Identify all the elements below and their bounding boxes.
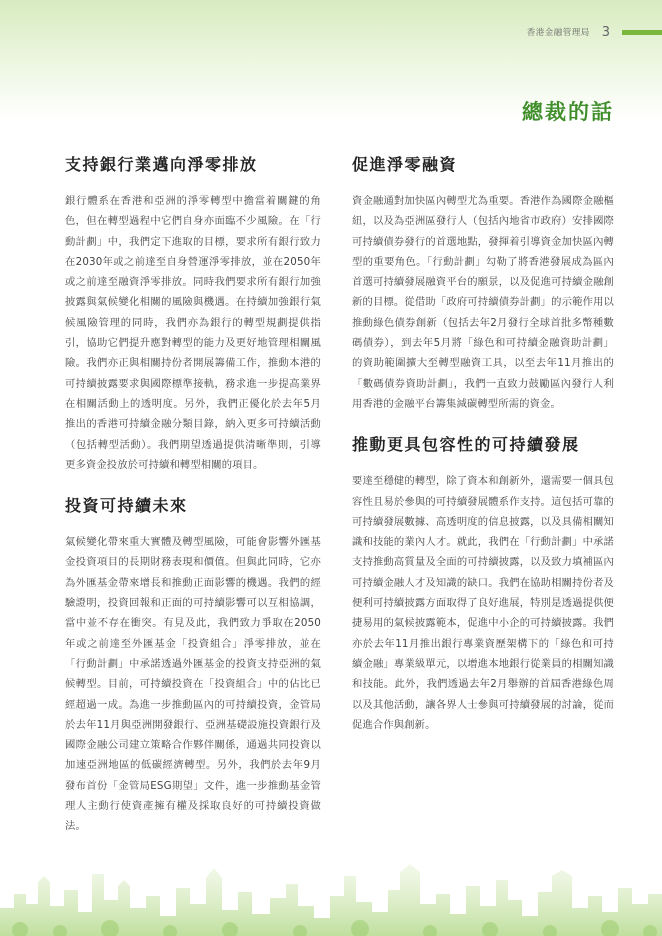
heading-net-zero-financing: 促進淨零融資	[352, 155, 458, 174]
page-number: 3	[601, 24, 610, 40]
heading-sustainable-investment: 投資可持續未來	[65, 496, 188, 516]
section-title: 總裁的話	[522, 99, 614, 124]
city-skyline-illustration	[0, 846, 662, 936]
body-sustainable-investment: 氣候變化帶來重大實體及轉型風險，可能會影響外匯基金投資項目的長期財務表現和價值。但與此同時，它亦為外匯基金帶來增長和推動正面影響的機遇。我們的經驗證明，投資回報和正面的可持續影響可以互相協調，當中並不存在衝突。有見及此，我們致力爭取在2050年或之前達至外匯基金「投資組合」淨零排放，並在「行動計劃」中承諾透過外匯基金的投資支持亞洲的氣候轉型。目前，可持續投資在「投資組合」中的佔比已經超過一成。為進一步推動區內的可持續投資，金管局於去年11月與亞洲開發銀行、亞洲基礎設施投資銀行及國際金融公司建立策略合作夥伴關係，通過共同投資以加速亞洲地區的低碳經濟轉型。另外，我們於去年9月發布首份「金管局ESG期望」文件，進一步推動基金管理人主動行使資產擁有權及採取良好的可持續投資做法。	[65, 536, 321, 833]
body-inclusive-sustainability: 要達至穩健的轉型，除了資本和創新外，還需要一個具包容性且易於參與的可持續發展體系作支持。這包括可靠的可持續發展數據、高透明度的信息披露，以及具備相關知識和技能的業內人才。就此，我們在「行動計劃」中承諾支持推動高質量及全面的可持續披露，以及致力填補區內可持續金融人才及知識的缺口。我們在協助相關持份者及便利可持續披露方面取得了良好進展，特別是透過提供便捷易用的氣候披露範本，促進中小企的可持續披露。我們亦於去年11月推出銀行專業資歷架構下的「綠色和可持續金融」專業級單元，以增進本地銀行從業員的相關知識和技能。此外，我們透過去年2月舉辦的首屆香港綠色周以及其他活動，讓各界人士參與可持續發展的討論，從而促進合作與創新。	[352, 475, 614, 731]
body-banking-net-zero: 銀行體系在香港和亞洲的淨零轉型中擔當着關鍵的角色，但在轉型過程中它們自身亦面臨不少風險。在「行動計劃」中，我們定下進取的目標，要求所有銀行致力在2030年或之前達至自身營運淨零排放，並在2050年或之前達至融資淨零排放。同時我們要求所有銀行加強披露與氣候變化相關的風險與機遇。在持續加強銀行氣候風險管理的同時，我們亦為銀行的轉型規劃提供指引，協助它們提升應對轉型的能力及更好地管理相關風險。我們亦正與相關持份者開展籌備工作，推動本港的可持續披露要求與國際標準接軌，務求進一步提高業界在相關活動上的透明度。另外，我們正優化於去年5月推出的香港可持續金融分類目錄，納入更多可持續活動（包括轉型活動）。我們期望透過提供清晰準則，引導更多資金投放於可持續和轉型相關的項目。	[65, 195, 321, 471]
body-net-zero-financing: 資金融通對加快區內轉型尤為重要。香港作為國際金融樞紐，以及為亞洲區發行人（包括內地省市政府）安排國際可持續債券發行的首選地點，發揮着引導資金加快區內轉型的重要角色。「行動計劃」勾勒了將香港發展成為區內首選可持續發展融資平台的願景，以及促進可持續金融創新的目標。從借助「政府可持續債券計劃」的示範作用以推動綠色債券創新（包括去年2月發行全球首批多幣種數碼債券），到去年5月將「綠色和可持續金融資助計劃」的資助範圍擴大至轉型融資工具，以至去年11月推出的「數碼債券資助計劃」，我們一直致力鼓勵區內發行人利用香港的金融平台籌集減碳轉型所需的資金。	[352, 195, 614, 410]
left-column	[65, 152, 321, 855]
right-column	[352, 152, 614, 753]
page-header	[527, 24, 662, 40]
heading-inclusive-sustainability: 推動更具包容性的可持續發展	[352, 435, 580, 455]
header-accent-bar	[622, 30, 662, 35]
header-org-name: 香港金融管理局	[526, 28, 590, 38]
heading-banking-net-zero: 支持銀行業邁向淨零排放	[65, 155, 258, 174]
